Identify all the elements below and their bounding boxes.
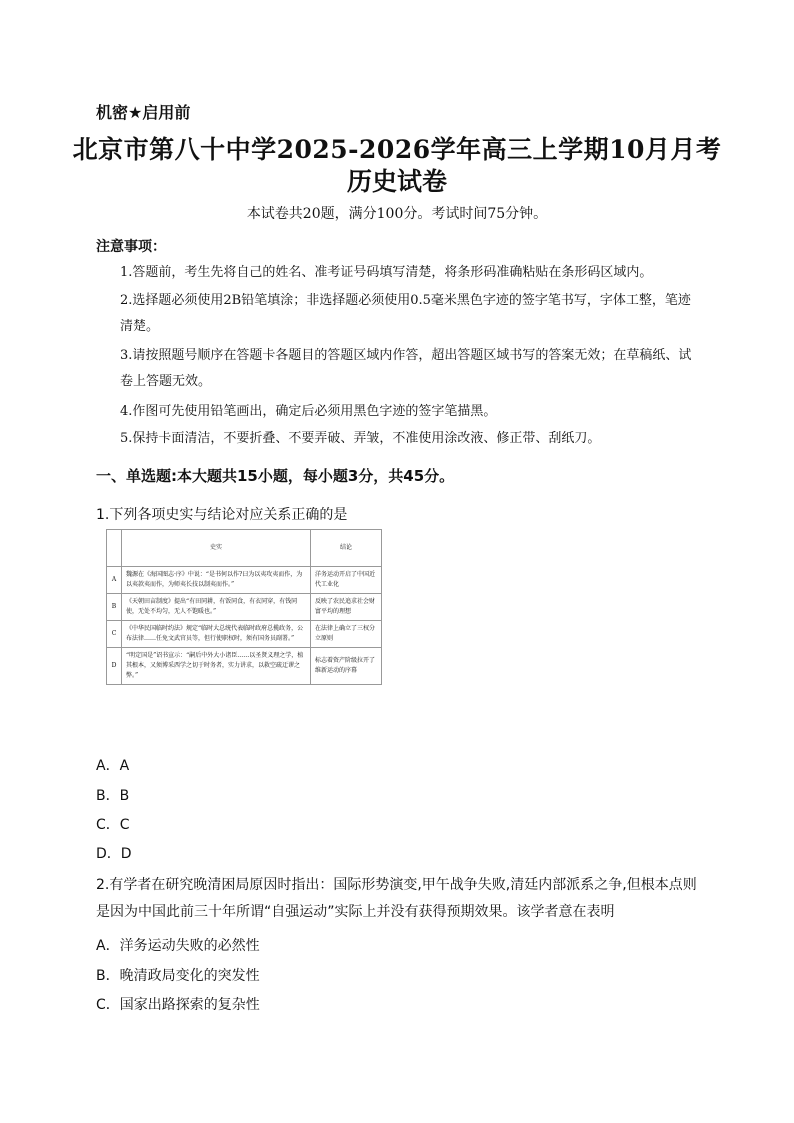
row-conclusion: 反映了农民追求社会财富平均的理想	[311, 594, 382, 621]
question-2-option-a: A．洋务运动失败的必然性	[96, 938, 260, 954]
notice-item: 3.请按照题号顺序在答题卡各题目的答题区域内作答，超出答题区域书写的答案无效；在草稿纸、试卷上答题无效。	[120, 348, 692, 389]
exam-info: 本试卷共20题，满分100分。考试时间75分钟。	[246, 206, 548, 222]
question-2-option-c: C．国家出路探索的复杂性	[96, 997, 260, 1013]
secret-label: 机密★启用前	[96, 103, 191, 122]
row-conclusion: 在法律上确立了三权分立原则	[311, 621, 382, 648]
question-2-stem: 2.有学者在研究晚清困局原因时指出：国际形势演变,甲午战争失败,清廷内部派系之争,但根本点则是因为中国此前三十年所谓“自强运动”实际上并没有获得预期效果。该学者意在表明	[96, 877, 697, 920]
question-1-option-a: A．A	[96, 758, 130, 774]
notice-item: 5.保持卡面清洁，不要折叠、不要弄破、弄皱，不准使用涂改液、修正带、刮纸刀。	[120, 431, 601, 446]
table-header-cell	[107, 530, 122, 567]
row-fact: 《天朝田亩制度》提出“有田同耕，有饭同食，有衣同穿，有钱同使，无处不均匀，无人不饱暖也。”	[122, 594, 311, 621]
question-1-stem: 1.下列各项史实与结论对应关系正确的是	[96, 507, 348, 523]
question-1-option-b: B．B	[96, 788, 130, 804]
notice-item: 1.答题前，考生先将自己的姓名、准考证号码填写清楚，将条形码准确粘贴在条形码区域内。	[120, 265, 653, 280]
row-label: C	[107, 621, 122, 648]
row-label: D	[107, 648, 122, 685]
notice-heading: 注意事项：	[96, 239, 166, 255]
row-fact: 魏源在《海国图志·序》中说：“是书何以作?曰为以夷攻夷而作，为以夷款夷而作，为师夷长技以制夷而作。”	[122, 567, 311, 594]
exam-title: 北京市第八十中学2025-2026学年高三上学期10月月考	[72, 135, 722, 164]
row-conclusion: 标志着资产阶级拉开了维新运动的序幕	[311, 648, 382, 685]
section-heading: 一、单选题:本大题共15小题，每小题3分，共45分。	[96, 467, 455, 485]
question-1-table	[106, 529, 382, 685]
question-1-option-c: C．C	[96, 817, 130, 833]
table-row	[107, 648, 382, 685]
table-row	[107, 621, 382, 648]
row-label: A	[107, 567, 122, 594]
exam-subject-title: 历史试卷	[346, 167, 447, 196]
table-row	[107, 567, 382, 594]
table-header-cell: 结论	[311, 530, 382, 567]
table-header-row	[107, 530, 382, 567]
row-fact: “明定国是”诏书宣示：“嗣后中外大小诸臣……以圣贤义理之学，植其根本，又须博采西学之切于时务者，实力讲求，以救空疏迂谬之弊。”	[122, 648, 311, 685]
row-label: B	[107, 594, 122, 621]
notice-item: 4.作图可先使用铅笔画出，确定后必须用黑色字迹的签字笔描黑。	[120, 404, 497, 419]
notice-item: 2.选择题必须使用2B铅笔填涂；非选择题必须使用0.5毫米黑色字迹的签字笔书写，字体工整，笔迹清楚。	[120, 293, 691, 334]
table-row	[107, 594, 382, 621]
row-conclusion: 洋务运动开启了中国近代工业化	[311, 567, 382, 594]
question-1-option-d: D．D	[96, 846, 132, 862]
row-fact: 《中华民国临时约法》规定“临时大总统代表临时政府总揽政务，公布法律……任免文武官员等，但行使职权时，须有国务员副署。”	[122, 621, 311, 648]
question-2-option-b: B．晚清政局变化的突发性	[96, 968, 260, 984]
table-header-cell: 史实	[122, 530, 311, 567]
